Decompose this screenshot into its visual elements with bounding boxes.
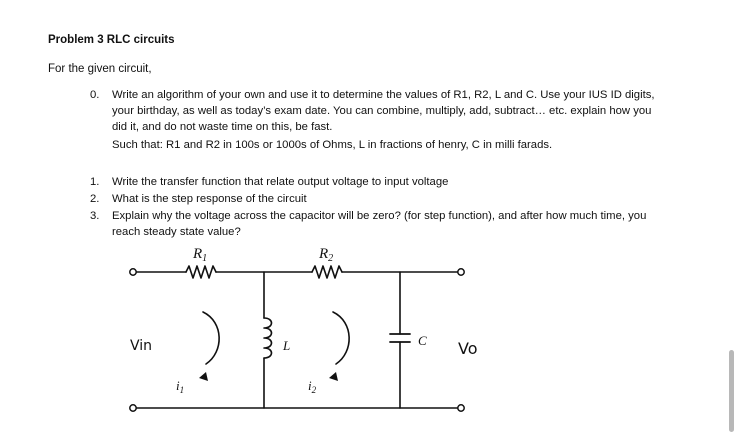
question-line: your birthday, as well as today’s exam date. You can combine, multiply, add, subtract… etc. explain how you [112, 105, 652, 117]
problem-intro: For the given circuit, [48, 63, 152, 75]
arrow-head-i1 [199, 372, 208, 381]
question-line: Explain why the voltage across the capacitor will be zero? (for step function), and after how much time, you [112, 210, 647, 222]
question-number: 1. [90, 176, 100, 188]
resistor-r2 [312, 266, 342, 278]
question-number: 3. [90, 210, 100, 222]
output-terminal-bottom [458, 405, 464, 411]
r2-label: $R_2$ [319, 246, 334, 264]
r1-label: $R_1$ [193, 246, 208, 264]
question-line: What is the step response of the circuit [112, 193, 307, 205]
i1-label: $i_1$ [176, 378, 185, 395]
vo-label: Vo [458, 339, 478, 358]
question-line: did it, and do not waste time on this, be fast. [112, 121, 333, 133]
problem-title: Problem 3 RLC circuits [48, 34, 175, 46]
output-terminal-top [458, 269, 464, 275]
i2-label: $i_2$ [308, 378, 317, 395]
question-line: reach steady state value? [112, 226, 241, 238]
mesh-current-i2-arc [333, 312, 349, 364]
input-terminal-top [130, 269, 136, 275]
question-line: Write the transfer function that relate output voltage to input voltage [112, 176, 449, 188]
question-line: Write an algorithm of your own and use it to determine the values of R1, R2, L and C. Use your IUS ID digits, [112, 89, 655, 101]
input-terminal-bottom [130, 405, 136, 411]
resistor-r1 [186, 266, 216, 278]
arrow-head-i2 [329, 372, 338, 381]
question-line: Such that: R1 and R2 in 100s or 1000s of Ohms, L in fractions of henry, C in milli farads. [112, 139, 553, 151]
inductor-label: L [283, 338, 291, 353]
question-number: 0. [90, 89, 100, 101]
question-number: 2. [90, 193, 100, 205]
mesh-current-i1-arc [203, 312, 219, 364]
vin-label: Vin [130, 338, 153, 354]
scrollbar[interactable] [729, 350, 734, 432]
capacitor-label: C [418, 333, 427, 348]
inductor-coil [264, 318, 272, 358]
